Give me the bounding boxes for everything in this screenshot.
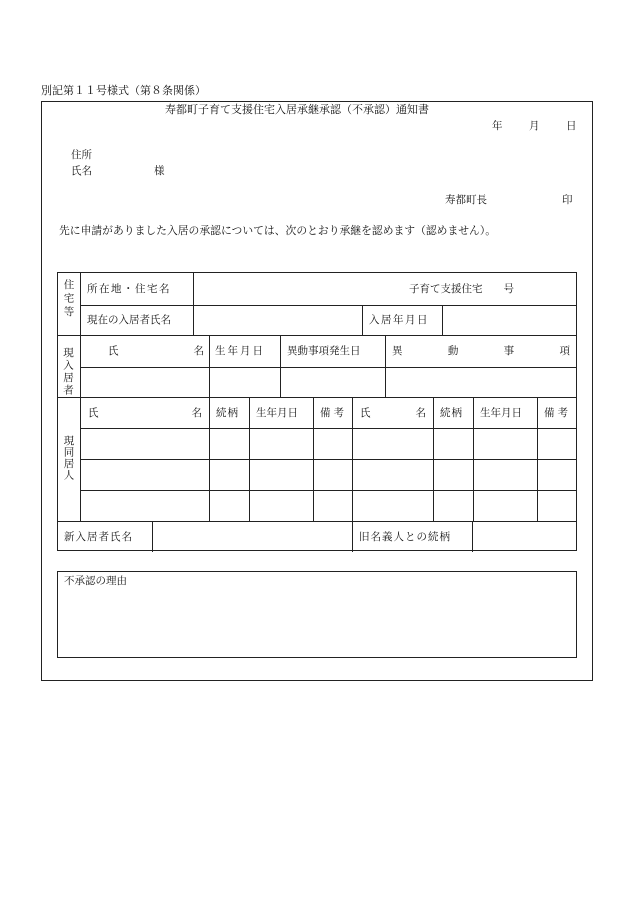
remarks-header-2: 備考 [544,407,571,419]
birth-header-1: 生年月日 [256,407,298,419]
name-label: 氏名 [71,165,92,177]
current-resident-section-label: 現入居者 [62,347,74,397]
honorific: 様 [154,165,165,177]
address-label: 住所 [71,149,92,161]
main-table [57,272,577,551]
relation-header-2: 続柄 [440,407,463,419]
cohabitant-name-header-1 [88,408,202,419]
resident-name-header [108,346,204,357]
change-header-part: 動 [447,345,459,357]
housing-number-text: 子育て支援住宅 号 [409,283,514,295]
move-in-date-label: 入居年月日 [369,314,429,326]
cohabitant-name-header-2 [360,408,426,419]
birth-header-2: 生年月日 [480,407,522,419]
date-month: 月 [529,120,540,132]
name-header-part: 氏 [108,345,119,357]
new-resident-name-label: 新入居者氏名 [64,531,133,543]
name-header-part: 名 [415,407,426,419]
location-label: 所在地・住宅名 [87,283,171,295]
date-year: 年 [492,120,503,132]
resident-birth-header: 生年月日 [215,345,265,357]
document-title: 寿都町子育て支援住宅入居承継承認（不承認）通知書 [165,103,429,116]
seal-mark: 印 [562,194,573,206]
form-id: 別記第１１号様式（第８条関係） [41,84,206,97]
housing-section-label: 住宅等 [62,279,75,320]
relation-to-former-label: 旧名義人との続柄 [359,531,451,543]
name-header-part: 名 [191,407,202,419]
name-header-part: 名 [193,345,204,357]
name-header-part: 氏 [88,407,99,419]
change-item-header [392,346,570,357]
relation-header-1: 続柄 [216,407,239,419]
change-header-part: 項 [559,345,570,357]
change-header-part: 異 [392,345,403,357]
statement: 先に申請がありました入居の承認については、次のとおり承継を認めます（認めません）。 [59,224,497,237]
current-resident-name-label: 現在の入居者氏名 [87,314,171,326]
date-day: 日 [566,120,577,132]
rejection-reason-box [57,571,577,658]
rejection-reason-label: 不承認の理由 [64,575,127,587]
change-header-part: 事 [503,345,515,357]
remarks-header-1: 備考 [320,407,347,419]
name-header-part: 氏 [360,407,371,419]
cohabitant-section-label: 現同居人 [62,435,75,481]
change-date-header: 異動事項発生日 [287,345,361,357]
issuer-title: 寿都町長 [445,194,487,206]
